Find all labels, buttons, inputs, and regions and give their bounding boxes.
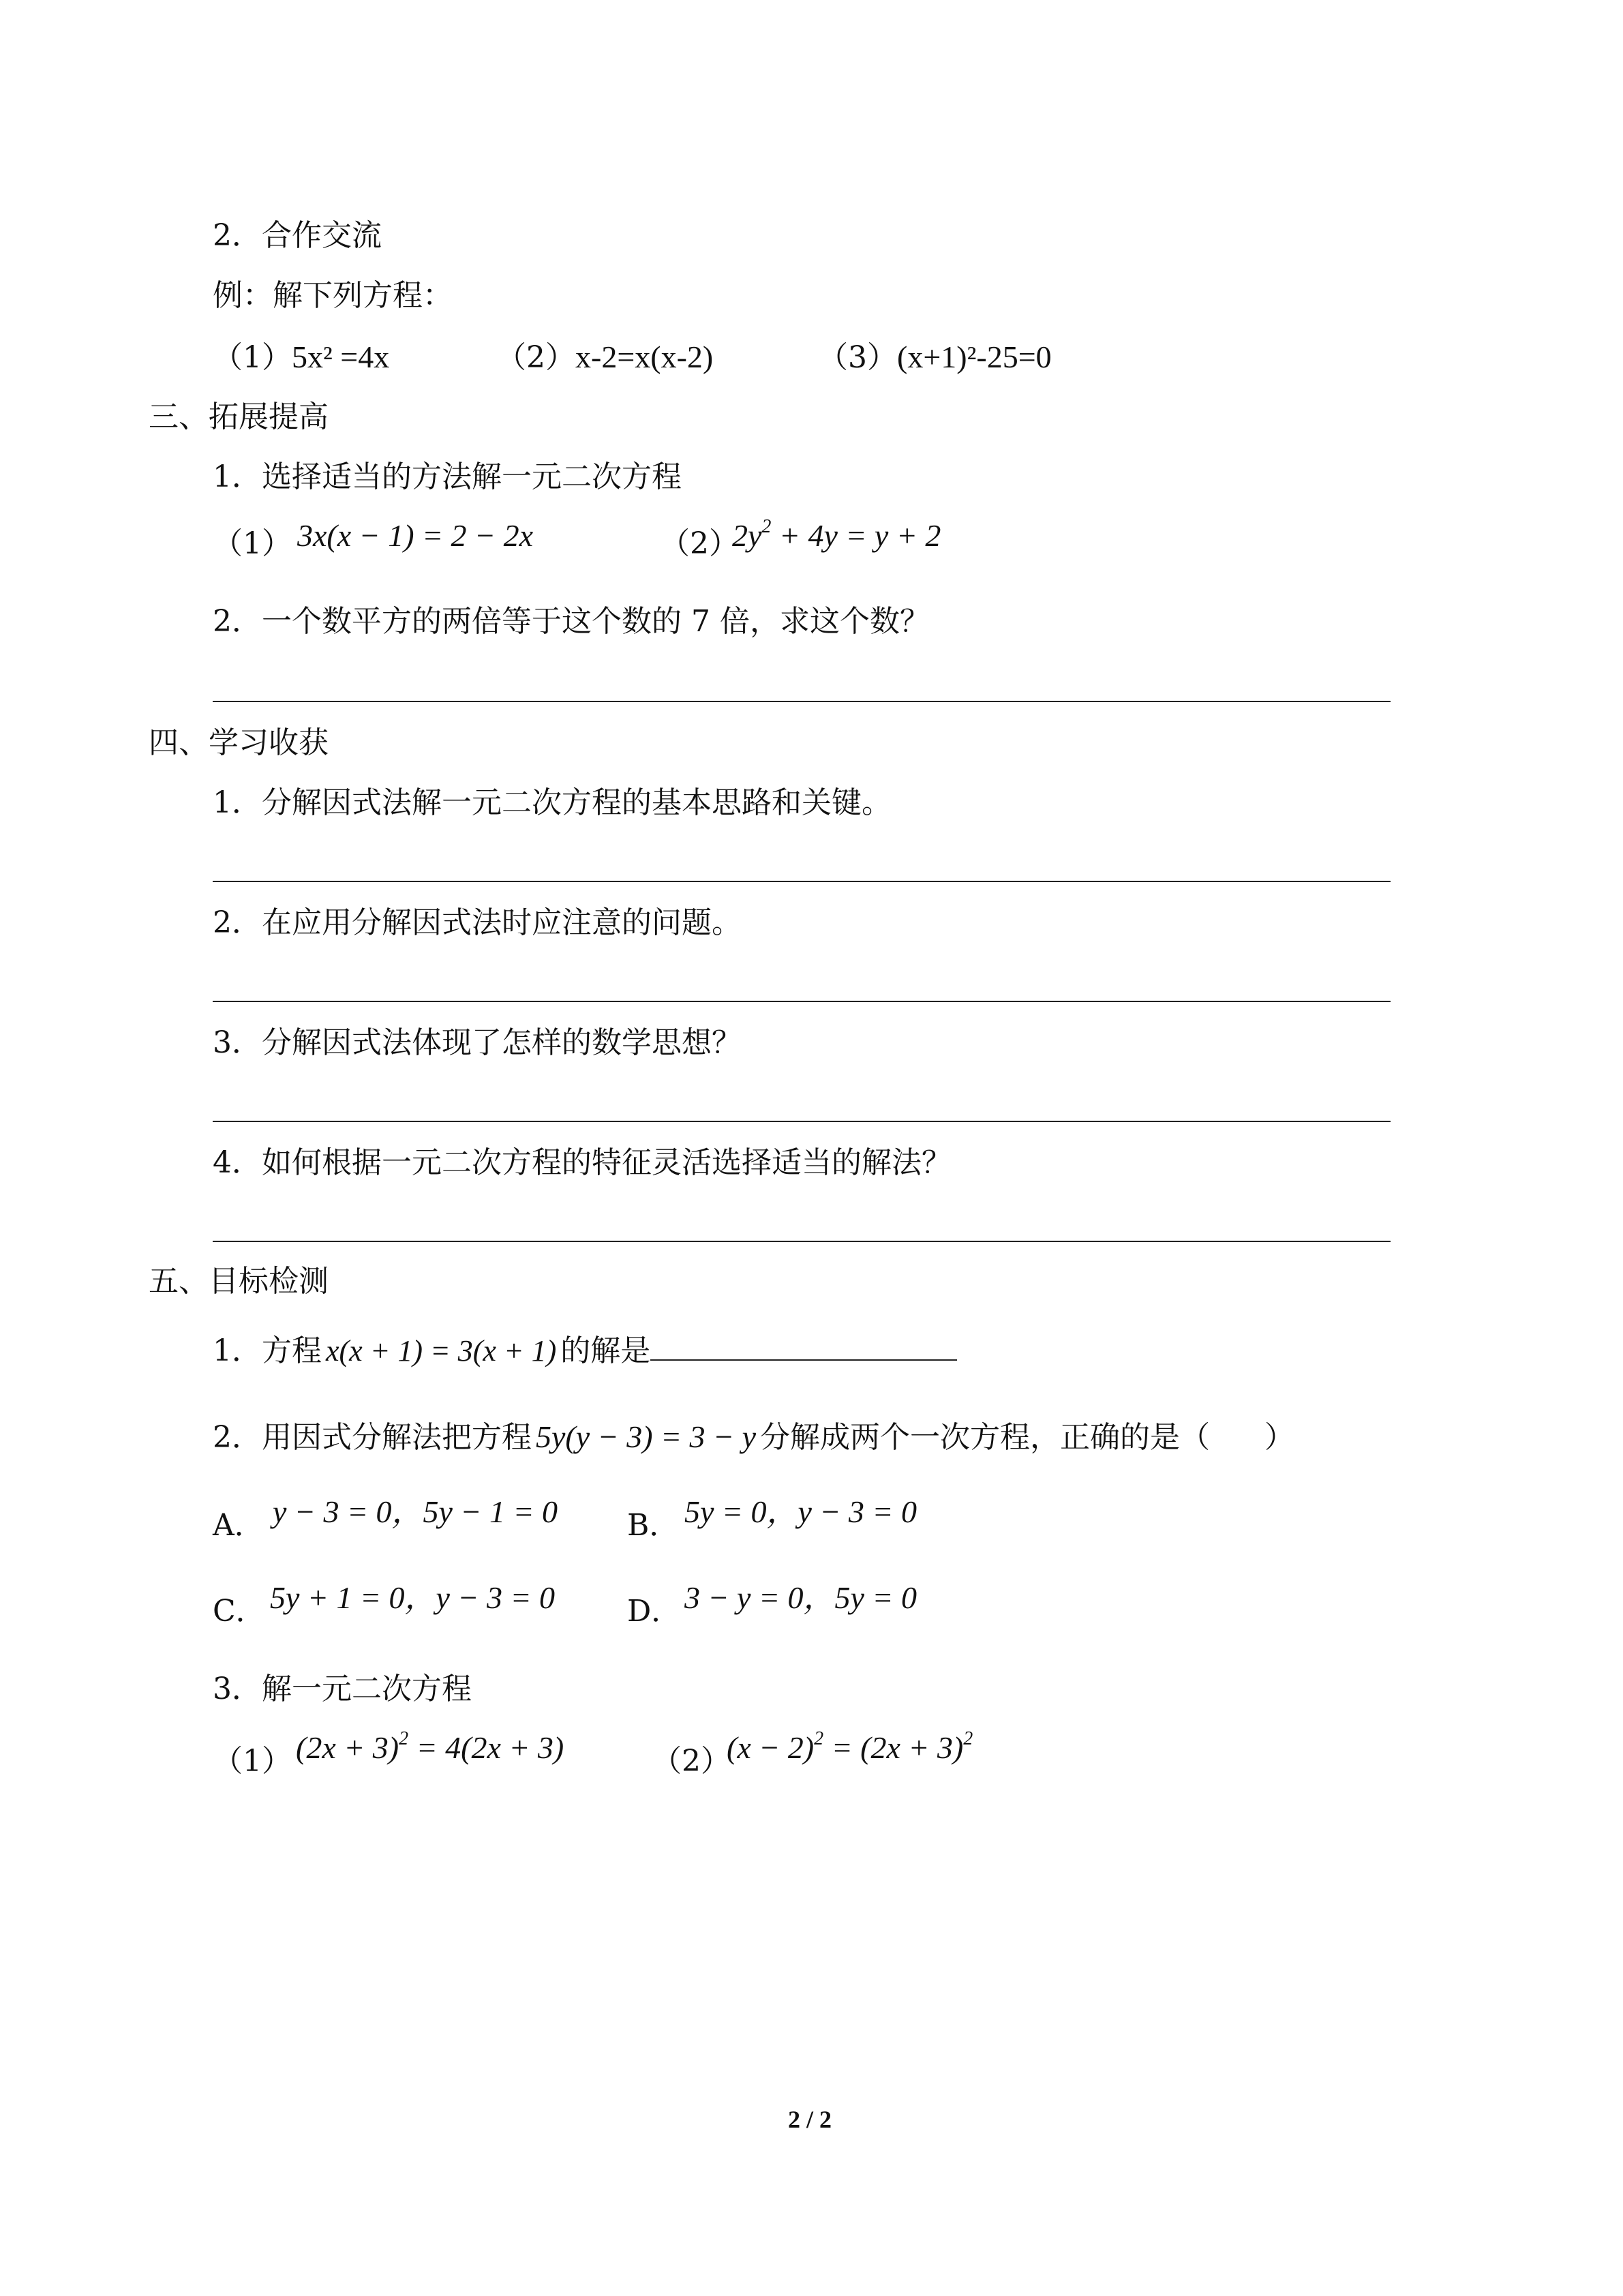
section-5-s2-exponent-2: 2 xyxy=(963,1728,973,1749)
section-5-q2-suffix: 分解成两个一次方程，正确的是（ xyxy=(760,1420,1211,1455)
option-d-equation: 3 − y = 0，5y = 0 xyxy=(684,1580,917,1615)
section-4-q2: 2．在应用分解因式法时应注意的问题。 xyxy=(213,905,742,940)
section-5-q1-equation: x(x + 1) = 3(x + 1) xyxy=(326,1334,557,1368)
section-5-s1 xyxy=(213,1742,292,1781)
section-5-q2-close: ） xyxy=(1264,1420,1295,1455)
section-3-p2-exponent: 2 xyxy=(761,516,772,537)
option-a-equation: y − 3 = 0，5y − 1 = 0 xyxy=(273,1494,558,1529)
section-5-q2-equation: 5y(y − 3) = 3 − y xyxy=(536,1419,757,1454)
option-c xyxy=(213,1592,266,1631)
section-5-s2 xyxy=(652,1742,731,1781)
answer-line xyxy=(213,1241,1391,1242)
answer-line xyxy=(213,881,1391,882)
section-3-p1-number: （1） xyxy=(213,526,292,561)
section-5-s2-number: （2） xyxy=(652,1744,731,1779)
option-c-label: C． xyxy=(213,1594,266,1629)
section-3-q2: 2．一个数平方的两倍等于这个数的 7 倍，求这个数？ xyxy=(213,604,930,639)
example-1-number: （1） xyxy=(213,340,292,375)
section-5-s2-equation xyxy=(727,1729,973,1767)
answer-line xyxy=(213,1121,1391,1122)
section-3-p2 xyxy=(660,525,739,563)
section-3-q1: 1．选择适当的方法解一元二次方程 xyxy=(213,459,682,494)
example-1 xyxy=(213,338,389,377)
answer-line xyxy=(213,701,1391,702)
section-4-q4: 4．如何根据一元二次方程的特征灵活选择适当的解法？ xyxy=(213,1145,952,1180)
example-2-number: （2） xyxy=(496,340,575,375)
example-3-number: （3） xyxy=(818,340,897,375)
option-a-label: A． xyxy=(213,1508,264,1543)
section-5-s1-eq-a: (2x + 3) xyxy=(296,1730,399,1765)
example-1-equation: 5x² =4x xyxy=(292,339,390,374)
option-d xyxy=(627,1592,681,1631)
option-c-equation: 5y + 1 = 0，y − 3 = 0 xyxy=(270,1580,555,1615)
section-3-heading: 三、拓展提高 xyxy=(149,399,329,434)
example-3-equation: (x+1)²-25=0 xyxy=(897,339,1052,374)
section-5-q1-prefix: 1．方程 xyxy=(213,1333,322,1368)
example-2-equation: x-2=x(x-2) xyxy=(575,339,714,374)
example-3 xyxy=(818,338,1052,377)
answer-line xyxy=(213,1001,1391,1002)
section-4-heading: 四、学习收获 xyxy=(149,725,329,760)
section-5-s2-eq-a: (x − 2) xyxy=(727,1730,815,1765)
section-3-p2-eq-b: + 4y = y + 2 xyxy=(771,518,941,553)
section-3-p2-number: （2） xyxy=(660,526,739,561)
section-5-q1 xyxy=(213,1332,957,1370)
s2-title: 2．合作交流 xyxy=(213,218,382,253)
page-number: 2 / 2 xyxy=(788,2106,832,2133)
section-5-s2-exponent-1: 2 xyxy=(814,1728,824,1749)
section-4-q3: 3．分解因式法体现了怎样的数学思想？ xyxy=(213,1025,742,1060)
section-3-p2-eq-a: 2y xyxy=(732,518,762,553)
option-a xyxy=(213,1507,264,1545)
section-5-q2 xyxy=(213,1418,1294,1457)
section-3-p1 xyxy=(213,525,292,563)
section-3-p2-equation xyxy=(732,517,941,555)
section-5-heading: 五、目标检测 xyxy=(149,1264,329,1299)
section-5-q3: 3．解一元二次方程 xyxy=(213,1672,472,1706)
fill-in-blank xyxy=(650,1333,957,1361)
section-5-s2-eq-b: = (2x + 3) xyxy=(823,1730,964,1765)
section-5-q2-prefix: 2．用因式分解法把方程 xyxy=(213,1420,532,1455)
option-d-label: D． xyxy=(627,1594,682,1629)
example-2 xyxy=(496,338,713,377)
option-b xyxy=(627,1507,679,1545)
section-5-s1-exponent: 2 xyxy=(399,1728,409,1749)
section-5-s1-eq-b: = 4(2x + 3) xyxy=(408,1730,564,1765)
section-3-p1-equation: 3x(x − 1) = 2 − 2x xyxy=(297,518,534,553)
option-b-label: B． xyxy=(627,1508,680,1543)
option-b-equation: 5y = 0，y − 3 = 0 xyxy=(684,1494,917,1529)
section-5-s1-number: （1） xyxy=(213,1744,292,1779)
section-5-s1-equation xyxy=(296,1729,564,1767)
example-intro: 例：解下列方程： xyxy=(213,278,453,313)
section-4-q1: 1．分解因式法解一元二次方程的基本思路和关键。 xyxy=(213,785,892,820)
section-5-q1-suffix: 的解是 xyxy=(560,1333,651,1368)
